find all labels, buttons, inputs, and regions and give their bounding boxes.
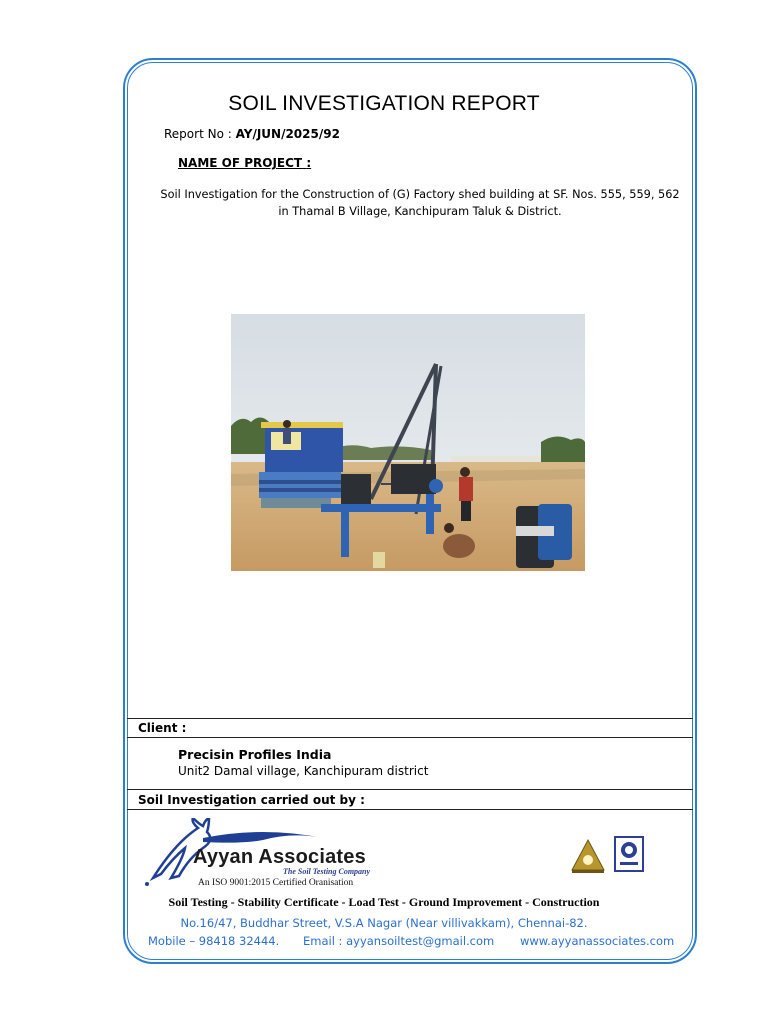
client-name: Precisin Profiles India — [178, 747, 332, 762]
company-website[interactable]: www.ayyanassociates.com — [520, 934, 675, 948]
iso-statement: An ISO 9001:2015 Certified Oranisation — [198, 878, 354, 888]
company-email[interactable]: Email : ayyansoiltest@gmail.com — [303, 934, 495, 948]
triangle-badge-icon — [570, 838, 606, 874]
divider-client-bottom — [127, 737, 693, 738]
company-tagline: The Soil Testing Company — [283, 867, 371, 876]
report-number-value: AY/JUN/2025/92 — [235, 127, 340, 141]
project-heading — [178, 156, 311, 170]
company-mobile: Mobile – 98418 32444. — [148, 934, 280, 948]
client-label: Client : — [138, 721, 187, 735]
report-number — [164, 127, 340, 141]
divider-investigator-bottom — [127, 809, 693, 810]
company-services: Soil Testing - Stability Certificate - Load Test - Ground Improvement - Construction — [168, 895, 600, 909]
report-title: SOIL INVESTIGATION REPORT — [228, 92, 540, 115]
site-photo — [231, 314, 585, 571]
project-description-line2: in Thamal B Village, Kanchipuram Taluk & District. — [278, 205, 562, 218]
certificate-badge-icon — [614, 836, 644, 872]
divider-client-top — [127, 718, 693, 719]
project-description — [150, 186, 690, 220]
report-number-label: Report No : — [164, 127, 232, 141]
project-description-line1: Soil Investigation for the Construction of (G) Factory shed building at SF. Nos. 555, 559, 562 — [160, 188, 680, 201]
company-name: Ayyan Associates — [193, 846, 366, 868]
divider-investigator-top — [127, 789, 693, 790]
certification-mark-badge — [614, 836, 644, 872]
site-photo-drawing — [231, 314, 585, 571]
project-heading-text: NAME OF PROJECT — [178, 156, 303, 170]
company-address: No.16/47, Buddhar Street, V.S.A Nagar (Near villivakkam), Chennai-82. — [180, 916, 588, 930]
client-address: Unit2 Damal village, Kanchipuram district — [178, 764, 429, 778]
iso-certified-badge — [570, 838, 606, 874]
investigator-label: Soil Investigation carried out by : — [138, 793, 365, 807]
project-heading-colon: : — [306, 156, 312, 170]
